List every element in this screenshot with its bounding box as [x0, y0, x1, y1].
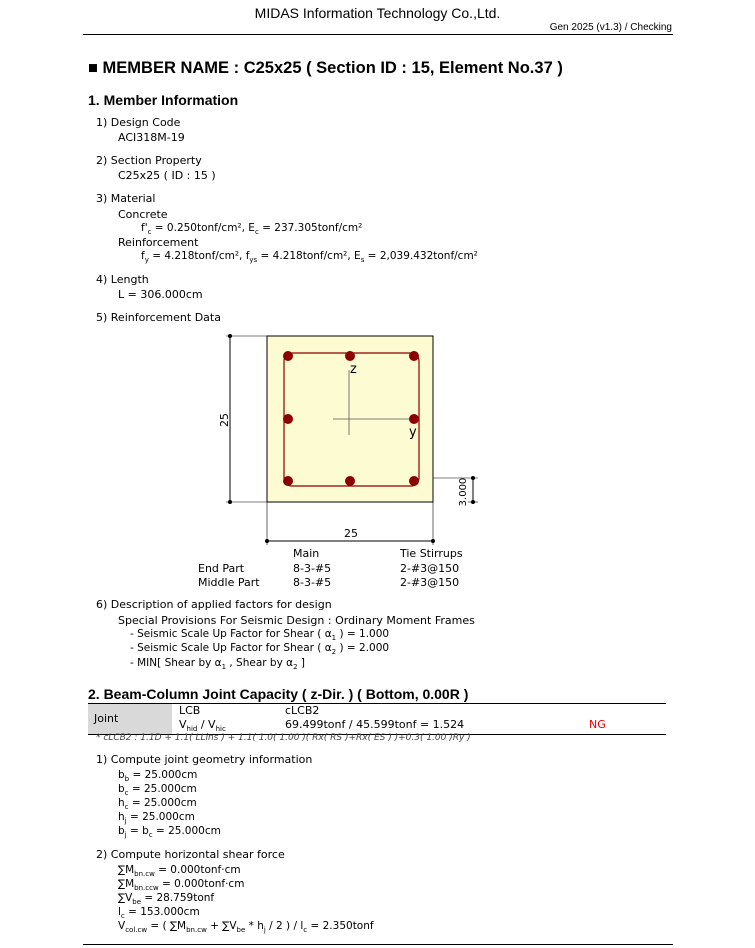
rebar-row-tie: 2-#3@150: [400, 562, 460, 575]
section2-title: 2. Beam-Column Joint Capacity ( z-Dir. ) ( Bottom, 0.00R ): [88, 686, 469, 702]
rebar-col-tie: Tie Stirrups: [400, 547, 463, 560]
design-code-value: ACI318M-19: [118, 131, 185, 144]
reinforcement-data-label: 5) Reinforcement Data: [96, 311, 221, 324]
rebar: [409, 414, 419, 424]
shear-mbn-cw: $\sum M_{bn.cw}$ = 0.000tonf·cm: [118, 864, 241, 879]
section-property-label: 2) Section Property: [96, 154, 202, 167]
shear-vcol: $V_{col.cw}$ = ( $\sum M_{bn.cw} + \sum V_{be} * h_j / 2$ ) / $l_c$ = 2.350tonf: [118, 920, 374, 935]
geom-bj: $b_j = b_c = 25.000cm$: [118, 825, 221, 840]
section1-title: 1. Member Information: [88, 92, 239, 108]
scale-factor-a2: - Seismic Scale Up Factor for Shear ( $\alpha_2$ ) = 2.000: [130, 642, 390, 657]
concrete-label: Concrete: [118, 208, 168, 221]
company-name: MIDAS Information Technology Co.,Ltd.: [254, 5, 501, 21]
rebar-row-main: 8-3-#5: [293, 576, 332, 589]
rebar: [283, 351, 293, 361]
material-label: 3) Material: [96, 192, 156, 205]
rebar-row-part: End Part: [198, 562, 245, 575]
height-dimension-text: 25: [218, 413, 231, 427]
concrete-properties: $f'_c$ = 0.250tonf/cm², $E_c$ = 237.305tonf/cm²: [141, 222, 363, 237]
section-property-value: C25x25 ( ID : 15 ): [118, 169, 216, 182]
rebar-row-part: Middle Part: [198, 576, 260, 589]
shear-force-label: 2) Compute horizontal shear force: [96, 848, 285, 861]
joint-cell: [88, 704, 172, 734]
factors-label: 6) Description of applied factors for design: [96, 598, 332, 611]
width-dimension-text: 25: [344, 527, 358, 540]
rebar-col-main: Main: [293, 547, 320, 560]
footer-rule: [83, 944, 673, 945]
rebar-row-tie: 2-#3@150: [400, 576, 460, 589]
rebar: [345, 351, 355, 361]
z-axis-label: z: [350, 362, 357, 377]
lcb-value: cLCB2: [285, 704, 320, 717]
rebar: [283, 414, 293, 424]
shear-vbe: $\sum V_{be}$ = 28.759tonf: [118, 892, 215, 907]
min-shear-rule: - MIN[ Shear by $\alpha_1$ , Shear by $\alpha_2$ ]: [130, 657, 305, 672]
reinforcement-label: Reinforcement: [118, 236, 199, 249]
shear-mbn-ccw: $\sum M_{bn.ccw}$ = 0.000tonf·cm: [118, 878, 245, 893]
reinforcement-properties: $f_y$ = 4.218tonf/cm², $f_{ys}$ = 4.218tonf/cm², $E_s$ = 2,039.432tonf/cm²: [141, 250, 478, 265]
seismic-provisions: Special Provisions For Seismic Design : Ordinary Moment Frames: [118, 614, 475, 627]
geom-bb: $b_b = 25.000cm$: [118, 769, 198, 784]
design-code-label: 1) Design Code: [96, 116, 181, 129]
length-value: L = 306.000cm: [118, 288, 203, 301]
ratio-value: 69.499tonf / 45.599tonf = 1.524: [285, 718, 465, 731]
status-badge: NG: [589, 718, 606, 731]
member-title: ■ MEMBER NAME : C25x25 ( Section ID : 15, Element No.37 ): [88, 59, 563, 77]
geom-bc: $b_c = 25.000cm$: [118, 783, 197, 798]
rebar-row-main: 8-3-#5: [293, 562, 332, 575]
joint-geometry-label: 1) Compute joint geometry information: [96, 753, 313, 766]
rebar: [409, 476, 419, 486]
lcb-label: LCB: [179, 704, 201, 717]
y-axis-label: y: [409, 425, 417, 440]
version-label: Gen 2025 (v1.3) / Checking: [549, 22, 672, 33]
rebar: [409, 351, 419, 361]
scale-factor-a1: - Seismic Scale Up Factor for Shear ( $\alpha_1$ ) = 1.000: [130, 628, 390, 643]
length-label: 4) Length: [96, 273, 149, 286]
joint-capacity-table: [88, 704, 666, 734]
rebar: [283, 476, 293, 486]
joint-label: Joint: [94, 712, 119, 725]
shear-lc: $l_c = 153.000cm$: [118, 906, 200, 921]
geom-hj: $h_j = 25.000cm$: [118, 811, 195, 826]
cover-dimension-text: 3.000: [458, 477, 469, 507]
geom-hc: $h_c = 25.000cm$: [118, 797, 197, 812]
load-combination-note: * cLCB2 : 1.1D + 1.1( LLins ) + 1.1( 1.0( 1.00 )( Rx( RS )+Rx( ES ) )+0.3( 1.00 )Ry ): [96, 733, 471, 743]
rebar: [345, 476, 355, 486]
ratio-label: $V_{hid} / V_{hic}$: [179, 718, 226, 734]
